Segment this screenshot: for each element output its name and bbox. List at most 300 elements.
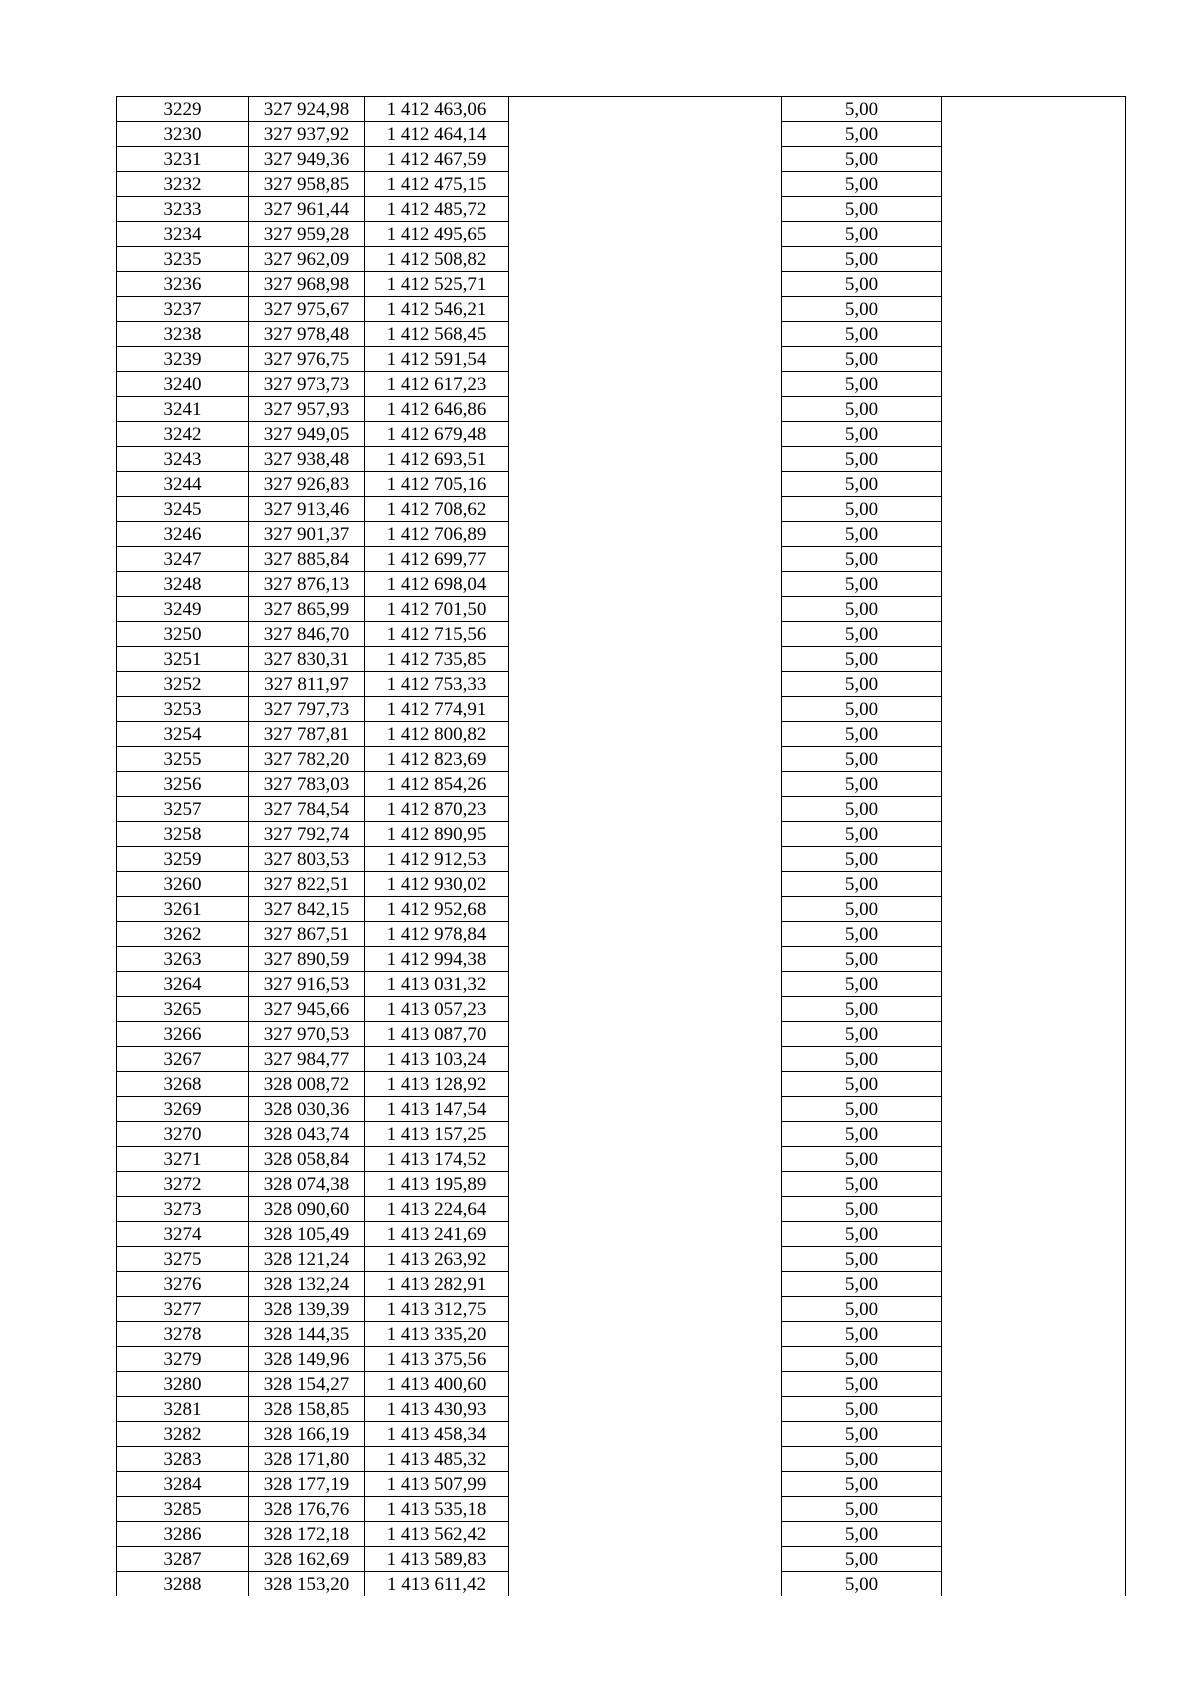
y-coordinate-cell: 1 412 693,51 [365, 447, 509, 472]
table-row [117, 1447, 1126, 1472]
point-number-cell: 3244 [117, 472, 249, 497]
x-coordinate-cell: 328 090,60 [249, 1197, 365, 1222]
empty-cell [942, 322, 1126, 347]
y-coordinate-cell: 1 412 890,95 [365, 822, 509, 847]
y-coordinate-cell: 1 413 589,83 [365, 1547, 509, 1572]
empty-cell [942, 1247, 1126, 1272]
empty-cell [509, 622, 782, 647]
table-row [117, 822, 1126, 847]
x-coordinate-cell: 328 171,80 [249, 1447, 365, 1472]
value-cell: 5,00 [782, 1172, 942, 1197]
y-coordinate-cell: 1 413 375,56 [365, 1347, 509, 1372]
value-cell: 5,00 [782, 1047, 942, 1072]
value-cell: 5,00 [782, 347, 942, 372]
empty-cell [942, 747, 1126, 772]
empty-cell [942, 347, 1126, 372]
empty-cell [942, 1297, 1126, 1322]
x-coordinate-cell: 327 976,75 [249, 347, 365, 372]
value-cell: 5,00 [782, 422, 942, 447]
point-number-cell: 3266 [117, 1022, 249, 1047]
table-row [117, 1122, 1126, 1147]
table-row [117, 1472, 1126, 1497]
x-coordinate-cell: 327 865,99 [249, 597, 365, 622]
empty-cell [942, 1322, 1126, 1347]
empty-cell [942, 1447, 1126, 1472]
empty-cell [509, 97, 782, 122]
empty-cell [509, 1472, 782, 1497]
empty-cell [942, 897, 1126, 922]
table-row [117, 1247, 1126, 1272]
coordinates-table-body [117, 97, 1126, 1597]
empty-cell [942, 647, 1126, 672]
empty-cell [509, 347, 782, 372]
empty-cell [509, 472, 782, 497]
y-coordinate-cell: 1 413 458,34 [365, 1422, 509, 1447]
value-cell: 5,00 [782, 1122, 942, 1147]
value-cell: 5,00 [782, 1147, 942, 1172]
point-number-cell: 3230 [117, 122, 249, 147]
y-coordinate-cell: 1 413 535,18 [365, 1497, 509, 1522]
point-number-cell: 3260 [117, 872, 249, 897]
y-coordinate-cell: 1 412 475,15 [365, 172, 509, 197]
point-number-cell: 3262 [117, 922, 249, 947]
y-coordinate-cell: 1 412 525,71 [365, 272, 509, 297]
table-row [117, 1022, 1126, 1047]
value-cell: 5,00 [782, 222, 942, 247]
table-row [117, 522, 1126, 547]
value-cell: 5,00 [782, 97, 942, 122]
table-row [117, 1222, 1126, 1247]
value-cell: 5,00 [782, 1197, 942, 1222]
value-cell: 5,00 [782, 197, 942, 222]
empty-cell [942, 1072, 1126, 1097]
empty-cell [509, 1572, 782, 1597]
point-number-cell: 3273 [117, 1197, 249, 1222]
x-coordinate-cell: 327 959,28 [249, 222, 365, 247]
point-number-cell: 3277 [117, 1297, 249, 1322]
point-number-cell: 3280 [117, 1372, 249, 1397]
empty-cell [942, 1172, 1126, 1197]
x-coordinate-cell: 328 008,72 [249, 1072, 365, 1097]
value-cell: 5,00 [782, 897, 942, 922]
y-coordinate-cell: 1 412 591,54 [365, 347, 509, 372]
point-number-cell: 3264 [117, 972, 249, 997]
empty-cell [942, 697, 1126, 722]
empty-cell [509, 847, 782, 872]
value-cell: 5,00 [782, 497, 942, 522]
y-coordinate-cell: 1 413 174,52 [365, 1147, 509, 1172]
y-coordinate-cell: 1 413 195,89 [365, 1172, 509, 1197]
empty-cell [942, 672, 1126, 697]
table-row [117, 1197, 1126, 1222]
point-number-cell: 3237 [117, 297, 249, 322]
point-number-cell: 3249 [117, 597, 249, 622]
value-cell: 5,00 [782, 1397, 942, 1422]
x-coordinate-cell: 327 867,51 [249, 922, 365, 947]
empty-cell [942, 397, 1126, 422]
table-row [117, 147, 1126, 172]
empty-cell [509, 1422, 782, 1447]
empty-cell [509, 1547, 782, 1572]
point-number-cell: 3239 [117, 347, 249, 372]
point-number-cell: 3232 [117, 172, 249, 197]
value-cell: 5,00 [782, 1547, 942, 1572]
value-cell: 5,00 [782, 1072, 942, 1097]
empty-cell [942, 597, 1126, 622]
empty-cell [942, 1422, 1126, 1447]
y-coordinate-cell: 1 413 430,93 [365, 1397, 509, 1422]
y-coordinate-cell: 1 412 800,82 [365, 722, 509, 747]
point-number-cell: 3278 [117, 1322, 249, 1347]
y-coordinate-cell: 1 413 103,24 [365, 1047, 509, 1072]
value-cell: 5,00 [782, 1322, 942, 1347]
value-cell: 5,00 [782, 447, 942, 472]
x-coordinate-cell: 328 043,74 [249, 1122, 365, 1147]
empty-cell [509, 497, 782, 522]
x-coordinate-cell: 328 177,19 [249, 1472, 365, 1497]
x-coordinate-cell: 328 074,38 [249, 1172, 365, 1197]
table-row [117, 747, 1126, 772]
point-number-cell: 3275 [117, 1247, 249, 1272]
point-number-cell: 3233 [117, 197, 249, 222]
x-coordinate-cell: 328 058,84 [249, 1147, 365, 1172]
x-coordinate-cell: 328 162,69 [249, 1547, 365, 1572]
y-coordinate-cell: 1 412 753,33 [365, 672, 509, 697]
y-coordinate-cell: 1 412 854,26 [365, 772, 509, 797]
empty-cell [942, 422, 1126, 447]
empty-cell [942, 122, 1126, 147]
table-row [117, 1272, 1126, 1297]
y-coordinate-cell: 1 413 031,32 [365, 972, 509, 997]
x-coordinate-cell: 327 901,37 [249, 522, 365, 547]
empty-cell [509, 1172, 782, 1197]
empty-cell [509, 247, 782, 272]
empty-cell [942, 522, 1126, 547]
point-number-cell: 3284 [117, 1472, 249, 1497]
value-cell: 5,00 [782, 1497, 942, 1522]
value-cell: 5,00 [782, 997, 942, 1022]
empty-cell [509, 922, 782, 947]
value-cell: 5,00 [782, 672, 942, 697]
y-coordinate-cell: 1 413 057,23 [365, 997, 509, 1022]
value-cell: 5,00 [782, 1222, 942, 1247]
value-cell: 5,00 [782, 647, 942, 672]
table-row [117, 572, 1126, 597]
point-number-cell: 3287 [117, 1547, 249, 1572]
x-coordinate-cell: 327 787,81 [249, 722, 365, 747]
point-number-cell: 3229 [117, 97, 249, 122]
x-coordinate-cell: 327 970,53 [249, 1022, 365, 1047]
value-cell: 5,00 [782, 122, 942, 147]
point-number-cell: 3261 [117, 897, 249, 922]
x-coordinate-cell: 327 830,31 [249, 647, 365, 672]
x-coordinate-cell: 327 783,03 [249, 772, 365, 797]
x-coordinate-cell: 327 938,48 [249, 447, 365, 472]
x-coordinate-cell: 328 132,24 [249, 1272, 365, 1297]
value-cell: 5,00 [782, 947, 942, 972]
point-number-cell: 3247 [117, 547, 249, 572]
x-coordinate-cell: 327 957,93 [249, 397, 365, 422]
y-coordinate-cell: 1 412 646,86 [365, 397, 509, 422]
empty-cell [509, 272, 782, 297]
y-coordinate-cell: 1 413 128,92 [365, 1072, 509, 1097]
table-row [117, 997, 1126, 1022]
x-coordinate-cell: 327 962,09 [249, 247, 365, 272]
y-coordinate-cell: 1 412 463,06 [365, 97, 509, 122]
empty-cell [509, 1297, 782, 1322]
point-number-cell: 3235 [117, 247, 249, 272]
point-number-cell: 3288 [117, 1572, 249, 1597]
empty-cell [509, 297, 782, 322]
table-row [117, 397, 1126, 422]
point-number-cell: 3270 [117, 1122, 249, 1147]
x-coordinate-cell: 328 154,27 [249, 1372, 365, 1397]
empty-cell [942, 247, 1126, 272]
value-cell: 5,00 [782, 697, 942, 722]
y-coordinate-cell: 1 412 485,72 [365, 197, 509, 222]
y-coordinate-cell: 1 412 705,16 [365, 472, 509, 497]
value-cell: 5,00 [782, 922, 942, 947]
table-row [117, 1497, 1126, 1522]
empty-cell [509, 1022, 782, 1047]
point-number-cell: 3242 [117, 422, 249, 447]
point-number-cell: 3271 [117, 1147, 249, 1172]
table-row [117, 1522, 1126, 1547]
point-number-cell: 3267 [117, 1047, 249, 1072]
x-coordinate-cell: 328 121,24 [249, 1247, 365, 1272]
y-coordinate-cell: 1 412 698,04 [365, 572, 509, 597]
empty-cell [942, 1047, 1126, 1072]
value-cell: 5,00 [782, 972, 942, 997]
table-row [117, 222, 1126, 247]
table-row [117, 497, 1126, 522]
table-row [117, 447, 1126, 472]
empty-cell [942, 797, 1126, 822]
table-row [117, 1072, 1126, 1097]
point-number-cell: 3231 [117, 147, 249, 172]
point-number-cell: 3246 [117, 522, 249, 547]
table-row [117, 1297, 1126, 1322]
empty-cell [942, 1347, 1126, 1372]
table-row [117, 472, 1126, 497]
point-number-cell: 3248 [117, 572, 249, 597]
y-coordinate-cell: 1 413 241,69 [365, 1222, 509, 1247]
x-coordinate-cell: 327 916,53 [249, 972, 365, 997]
empty-cell [942, 222, 1126, 247]
empty-cell [942, 447, 1126, 472]
point-number-cell: 3253 [117, 697, 249, 722]
x-coordinate-cell: 328 166,19 [249, 1422, 365, 1447]
y-coordinate-cell: 1 413 087,70 [365, 1022, 509, 1047]
value-cell: 5,00 [782, 622, 942, 647]
y-coordinate-cell: 1 412 679,48 [365, 422, 509, 447]
point-number-cell: 3238 [117, 322, 249, 347]
empty-cell [509, 1197, 782, 1222]
empty-cell [509, 1097, 782, 1122]
point-number-cell: 3274 [117, 1222, 249, 1247]
empty-cell [942, 847, 1126, 872]
empty-cell [942, 1522, 1126, 1547]
point-number-cell: 3245 [117, 497, 249, 522]
y-coordinate-cell: 1 412 617,23 [365, 372, 509, 397]
table-row [117, 197, 1126, 222]
table-row [117, 847, 1126, 872]
table-row [117, 1347, 1126, 1372]
x-coordinate-cell: 328 176,76 [249, 1497, 365, 1522]
empty-cell [509, 422, 782, 447]
y-coordinate-cell: 1 412 508,82 [365, 247, 509, 272]
value-cell: 5,00 [782, 297, 942, 322]
value-cell: 5,00 [782, 1272, 942, 1297]
y-coordinate-cell: 1 413 147,54 [365, 1097, 509, 1122]
value-cell: 5,00 [782, 1372, 942, 1397]
empty-cell [509, 372, 782, 397]
x-coordinate-cell: 327 945,66 [249, 997, 365, 1022]
empty-cell [509, 1322, 782, 1347]
value-cell: 5,00 [782, 1022, 942, 1047]
y-coordinate-cell: 1 412 699,77 [365, 547, 509, 572]
x-coordinate-cell: 327 890,59 [249, 947, 365, 972]
point-number-cell: 3279 [117, 1347, 249, 1372]
table-row [117, 122, 1126, 147]
empty-cell [509, 547, 782, 572]
value-cell: 5,00 [782, 547, 942, 572]
y-coordinate-cell: 1 413 611,42 [365, 1572, 509, 1597]
x-coordinate-cell: 327 926,83 [249, 472, 365, 497]
value-cell: 5,00 [782, 522, 942, 547]
y-coordinate-cell: 1 412 467,59 [365, 147, 509, 172]
empty-cell [942, 272, 1126, 297]
empty-cell [942, 472, 1126, 497]
empty-cell [509, 1522, 782, 1547]
y-coordinate-cell: 1 412 774,91 [365, 697, 509, 722]
value-cell: 5,00 [782, 1247, 942, 1272]
value-cell: 5,00 [782, 172, 942, 197]
x-coordinate-cell: 327 822,51 [249, 872, 365, 897]
point-number-cell: 3263 [117, 947, 249, 972]
table-row [117, 622, 1126, 647]
table-row [117, 1422, 1126, 1447]
table-row [117, 272, 1126, 297]
value-cell: 5,00 [782, 372, 942, 397]
x-coordinate-cell: 328 172,18 [249, 1522, 365, 1547]
point-number-cell: 3269 [117, 1097, 249, 1122]
x-coordinate-cell: 328 144,35 [249, 1322, 365, 1347]
empty-cell [509, 1222, 782, 1247]
table-row [117, 697, 1126, 722]
point-number-cell: 3251 [117, 647, 249, 672]
y-coordinate-cell: 1 412 715,56 [365, 622, 509, 647]
empty-cell [509, 1497, 782, 1522]
empty-cell [942, 372, 1126, 397]
empty-cell [942, 572, 1126, 597]
y-coordinate-cell: 1 413 400,60 [365, 1372, 509, 1397]
table-row [117, 947, 1126, 972]
empty-cell [509, 947, 782, 972]
table-row [117, 1397, 1126, 1422]
point-number-cell: 3258 [117, 822, 249, 847]
empty-cell [942, 772, 1126, 797]
value-cell: 5,00 [782, 822, 942, 847]
empty-cell [942, 297, 1126, 322]
x-coordinate-cell: 327 784,54 [249, 797, 365, 822]
x-coordinate-cell: 327 961,44 [249, 197, 365, 222]
empty-cell [942, 97, 1126, 122]
value-cell: 5,00 [782, 1422, 942, 1447]
value-cell: 5,00 [782, 747, 942, 772]
table-row [117, 647, 1126, 672]
point-number-cell: 3256 [117, 772, 249, 797]
value-cell: 5,00 [782, 872, 942, 897]
point-number-cell: 3241 [117, 397, 249, 422]
y-coordinate-cell: 1 412 735,85 [365, 647, 509, 672]
x-coordinate-cell: 328 139,39 [249, 1297, 365, 1322]
x-coordinate-cell: 328 030,36 [249, 1097, 365, 1122]
empty-cell [509, 1247, 782, 1272]
empty-cell [509, 897, 782, 922]
x-coordinate-cell: 327 984,77 [249, 1047, 365, 1072]
table-row [117, 922, 1126, 947]
table-row [117, 597, 1126, 622]
y-coordinate-cell: 1 413 282,91 [365, 1272, 509, 1297]
empty-cell [942, 1122, 1126, 1147]
table-row [117, 172, 1126, 197]
x-coordinate-cell: 327 968,98 [249, 272, 365, 297]
empty-cell [942, 547, 1126, 572]
empty-cell [942, 1572, 1126, 1597]
x-coordinate-cell: 328 149,96 [249, 1347, 365, 1372]
x-coordinate-cell: 327 885,84 [249, 547, 365, 572]
y-coordinate-cell: 1 413 485,32 [365, 1447, 509, 1472]
point-number-cell: 3283 [117, 1447, 249, 1472]
y-coordinate-cell: 1 412 701,50 [365, 597, 509, 622]
x-coordinate-cell: 327 797,73 [249, 697, 365, 722]
empty-cell [942, 722, 1126, 747]
y-coordinate-cell: 1 413 224,64 [365, 1197, 509, 1222]
value-cell: 5,00 [782, 1472, 942, 1497]
y-coordinate-cell: 1 412 464,14 [365, 122, 509, 147]
empty-cell [942, 197, 1126, 222]
y-coordinate-cell: 1 412 930,02 [365, 872, 509, 897]
point-number-cell: 3254 [117, 722, 249, 747]
empty-cell [509, 747, 782, 772]
y-coordinate-cell: 1 412 823,69 [365, 747, 509, 772]
value-cell: 5,00 [782, 797, 942, 822]
point-number-cell: 3286 [117, 1522, 249, 1547]
y-coordinate-cell: 1 412 912,53 [365, 847, 509, 872]
point-number-cell: 3255 [117, 747, 249, 772]
y-coordinate-cell: 1 413 312,75 [365, 1297, 509, 1322]
value-cell: 5,00 [782, 472, 942, 497]
empty-cell [509, 147, 782, 172]
value-cell: 5,00 [782, 772, 942, 797]
point-number-cell: 3243 [117, 447, 249, 472]
empty-cell [509, 1122, 782, 1147]
x-coordinate-cell: 327 876,13 [249, 572, 365, 597]
point-number-cell: 3234 [117, 222, 249, 247]
x-coordinate-cell: 327 803,53 [249, 847, 365, 872]
y-coordinate-cell: 1 412 495,65 [365, 222, 509, 247]
empty-cell [942, 922, 1126, 947]
empty-cell [942, 172, 1126, 197]
y-coordinate-cell: 1 413 335,20 [365, 1322, 509, 1347]
empty-cell [942, 1472, 1126, 1497]
value-cell: 5,00 [782, 147, 942, 172]
x-coordinate-cell: 327 978,48 [249, 322, 365, 347]
y-coordinate-cell: 1 412 870,23 [365, 797, 509, 822]
value-cell: 5,00 [782, 1572, 942, 1597]
value-cell: 5,00 [782, 722, 942, 747]
